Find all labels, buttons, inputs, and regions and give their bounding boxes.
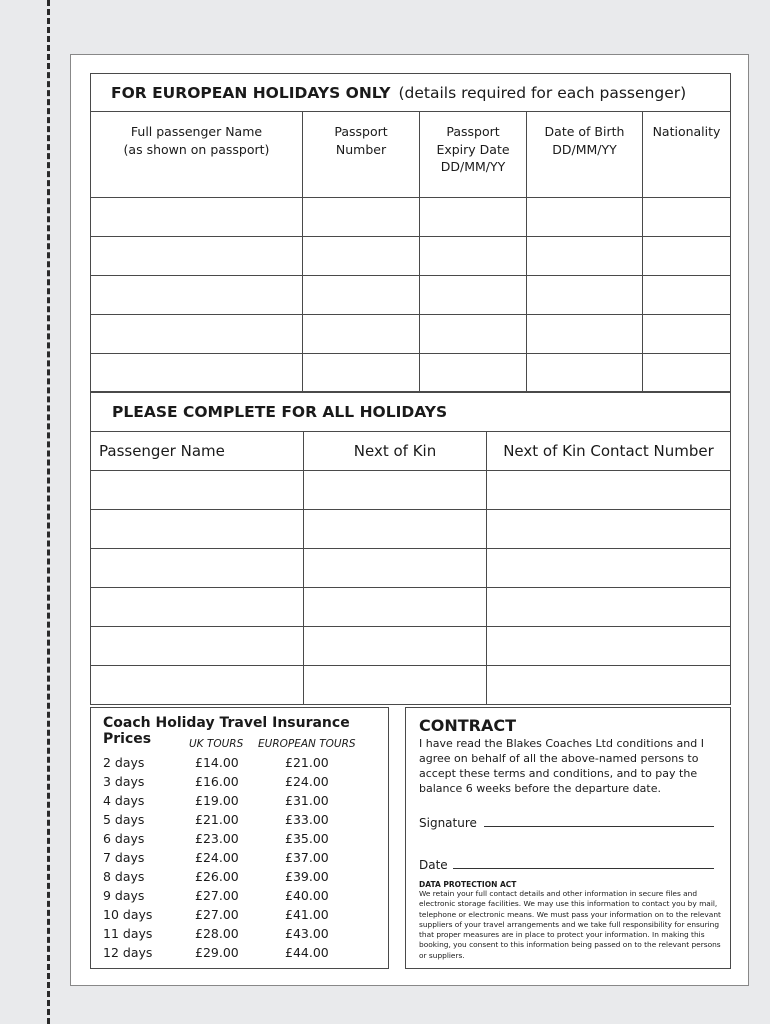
blank-cell[interactable] bbox=[91, 588, 304, 627]
blank-cell[interactable] bbox=[91, 276, 303, 315]
table-row bbox=[91, 471, 731, 510]
insurance-row bbox=[91, 848, 388, 867]
blank-cell[interactable] bbox=[643, 237, 731, 276]
table-row bbox=[91, 549, 731, 588]
blank-cell[interactable] bbox=[420, 315, 527, 354]
european-table-title: FOR EUROPEAN HOLIDAYS ONLY (details required for each passenger) bbox=[91, 74, 731, 112]
contract-title: CONTRACT bbox=[419, 716, 517, 735]
blank-cell[interactable] bbox=[303, 315, 420, 354]
insurance-days-value: 4 days bbox=[103, 793, 145, 808]
insurance-days-value: 10 days bbox=[103, 907, 153, 922]
insurance-uk-value: £14.00 bbox=[195, 755, 239, 770]
insurance-row bbox=[91, 867, 388, 886]
booking-form-page bbox=[70, 54, 749, 986]
blank-cell[interactable] bbox=[527, 276, 643, 315]
insurance-uk-value: £19.00 bbox=[195, 793, 239, 808]
insurance-title: Coach Holiday Travel Insurance Prices bbox=[103, 715, 350, 747]
table-row bbox=[91, 627, 731, 666]
insurance-row bbox=[91, 791, 388, 810]
blank-cell[interactable] bbox=[91, 549, 304, 588]
uk-tours-header: UK TOURS bbox=[189, 738, 244, 750]
insurance-days-value: 5 days bbox=[103, 812, 145, 827]
insurance-uk-value: £16.00 bbox=[195, 774, 239, 789]
insurance-days-value: 9 days bbox=[103, 888, 145, 903]
data-protection-text: We retain your full contact details and other information in secure files and electronic storage facilities. We may use this information to contact you by mail, telephone or electronic means. We must pass your information on to the relevant suppliers of your travel arrangements and we take full responsibility for ensuring that proper measures are in place to protect your information. In making this booking, you consent to this information being passed on to the relevant persons or suppliers. bbox=[419, 889, 721, 960]
col-next-of-kin-contact: Next of Kin Contact Number bbox=[487, 432, 731, 471]
insurance-eu-value: £33.00 bbox=[285, 812, 329, 827]
european-passenger-table bbox=[90, 73, 731, 393]
blank-cell[interactable] bbox=[304, 471, 487, 510]
data-protection-title: DATA PROTECTION ACT bbox=[419, 880, 517, 889]
blank-cell[interactable] bbox=[487, 588, 731, 627]
blank-cell[interactable] bbox=[527, 315, 643, 354]
blank-cell[interactable] bbox=[527, 354, 643, 393]
insurance-eu-value: £24.00 bbox=[285, 774, 329, 789]
insurance-eu-value: £35.00 bbox=[285, 831, 329, 846]
insurance-days-value: 11 days bbox=[103, 926, 153, 941]
insurance-eu-value: £31.00 bbox=[285, 793, 329, 808]
blank-cell[interactable] bbox=[420, 237, 527, 276]
insurance-row bbox=[91, 924, 388, 943]
insurance-uk-value: £24.00 bbox=[195, 850, 239, 865]
col-full-passenger-name: Full passenger Name (as shown on passport) bbox=[91, 112, 303, 198]
insurance-row bbox=[91, 829, 388, 848]
insurance-eu-value: £37.00 bbox=[285, 850, 329, 865]
blank-cell[interactable] bbox=[304, 549, 487, 588]
insurance-eu-value: £40.00 bbox=[285, 888, 329, 903]
col-date-of-birth: Date of Birth DD/MM/YY bbox=[527, 112, 643, 198]
col-next-of-kin: Next of Kin bbox=[304, 432, 487, 471]
blank-cell[interactable] bbox=[303, 198, 420, 237]
col-passport-expiry: Passport Expiry Date DD/MM/YY bbox=[420, 112, 527, 198]
blank-cell[interactable] bbox=[91, 510, 304, 549]
blank-cell[interactable] bbox=[487, 627, 731, 666]
insurance-eu-value: £21.00 bbox=[285, 755, 329, 770]
col-passport-number: Passport Number bbox=[303, 112, 420, 198]
blank-cell[interactable] bbox=[643, 315, 731, 354]
blank-cell[interactable] bbox=[303, 276, 420, 315]
table-row bbox=[91, 588, 731, 627]
all-holidays-table bbox=[90, 391, 731, 705]
table-row bbox=[91, 315, 731, 354]
signature-label: Signature bbox=[419, 816, 477, 830]
insurance-days-value: 12 days bbox=[103, 945, 153, 960]
blank-cell[interactable] bbox=[643, 276, 731, 315]
blank-cell[interactable] bbox=[487, 510, 731, 549]
table-row bbox=[91, 276, 731, 315]
insurance-eu-value: £43.00 bbox=[285, 926, 329, 941]
blank-cell[interactable] bbox=[91, 354, 303, 393]
insurance-row bbox=[91, 810, 388, 829]
insurance-uk-value: £27.00 bbox=[195, 907, 239, 922]
european-tours-header: EUROPEAN TOURS bbox=[258, 738, 356, 750]
date-line[interactable] bbox=[453, 868, 714, 869]
blank-cell[interactable] bbox=[91, 237, 303, 276]
insurance-days-value: 6 days bbox=[103, 831, 145, 846]
all-holidays-title: PLEASE COMPLETE FOR ALL HOLIDAYS bbox=[91, 392, 731, 432]
insurance-eu-value: £44.00 bbox=[285, 945, 329, 960]
blank-cell[interactable] bbox=[527, 237, 643, 276]
insurance-uk-value: £28.00 bbox=[195, 926, 239, 941]
blank-cell[interactable] bbox=[420, 198, 527, 237]
blank-cell[interactable] bbox=[91, 315, 303, 354]
blank-cell[interactable] bbox=[487, 471, 731, 510]
insurance-days-value: 2 days bbox=[103, 755, 145, 770]
insurance-uk-value: £21.00 bbox=[195, 812, 239, 827]
table-row bbox=[91, 237, 731, 276]
insurance-uk-value: £26.00 bbox=[195, 869, 239, 884]
contract-text: I have read the Blakes Coaches Ltd conditions and I agree on behalf of all the above-named persons to accept these terms and conditions, and to pay the balance 6 weeks before the departure date. bbox=[419, 737, 704, 795]
signature-line[interactable] bbox=[484, 826, 714, 827]
table-row bbox=[91, 354, 731, 393]
blank-cell[interactable] bbox=[487, 549, 731, 588]
blank-cell[interactable] bbox=[643, 198, 731, 237]
col-passenger-name: Passenger Name bbox=[91, 432, 304, 471]
insurance-row bbox=[91, 772, 388, 791]
blank-cell[interactable] bbox=[420, 354, 527, 393]
blank-cell[interactable] bbox=[91, 198, 303, 237]
col-nationality: Nationality bbox=[643, 112, 731, 198]
table-row bbox=[91, 510, 731, 549]
insurance-eu-value: £41.00 bbox=[285, 907, 329, 922]
insurance-uk-value: £29.00 bbox=[195, 945, 239, 960]
blank-cell[interactable] bbox=[91, 666, 304, 705]
blank-cell[interactable] bbox=[304, 627, 487, 666]
blank-cell[interactable] bbox=[643, 354, 731, 393]
table-row bbox=[91, 666, 731, 705]
insurance-days-value: 3 days bbox=[103, 774, 145, 789]
blank-cell[interactable] bbox=[304, 510, 487, 549]
blank-cell[interactable] bbox=[303, 354, 420, 393]
blank-cell[interactable] bbox=[304, 666, 487, 705]
blank-cell[interactable] bbox=[527, 198, 643, 237]
insurance-prices-box bbox=[90, 707, 389, 969]
insurance-uk-value: £27.00 bbox=[195, 888, 239, 903]
insurance-uk-value: £23.00 bbox=[195, 831, 239, 846]
insurance-row bbox=[91, 753, 388, 772]
blank-cell[interactable] bbox=[420, 276, 527, 315]
table-row bbox=[91, 198, 731, 237]
blank-cell[interactable] bbox=[304, 588, 487, 627]
blank-cell[interactable] bbox=[91, 471, 304, 510]
blank-cell[interactable] bbox=[487, 666, 731, 705]
blank-cell[interactable] bbox=[303, 237, 420, 276]
blank-cell[interactable] bbox=[91, 627, 304, 666]
insurance-days-value: 7 days bbox=[103, 850, 145, 865]
insurance-row bbox=[91, 886, 388, 905]
insurance-row bbox=[91, 905, 388, 924]
perforation-line bbox=[47, 0, 50, 1024]
date-label: Date bbox=[419, 858, 448, 872]
contract-box bbox=[405, 707, 731, 969]
insurance-days-value: 8 days bbox=[103, 869, 145, 884]
insurance-row bbox=[91, 943, 388, 962]
insurance-eu-value: £39.00 bbox=[285, 869, 329, 884]
